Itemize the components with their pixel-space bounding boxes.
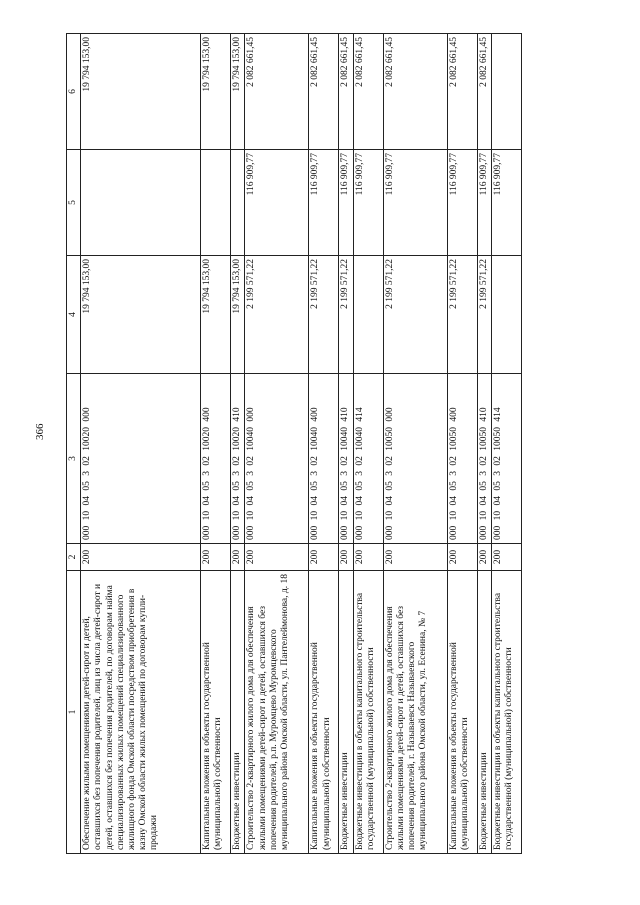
row-name: Бюджетные инвестиции (339, 571, 353, 854)
row-value-col6: 2 082 661,45 (447, 34, 477, 150)
row-budget-code: 000 10 04 05 3 02 10040 410 (339, 374, 353, 544)
row-budget-code: 000 10 04 05 3 02 10040 000 (245, 374, 309, 544)
table-row (201, 34, 231, 854)
row-value-col5: 116 909,77 (339, 150, 353, 256)
row-name: Строительство 2-квартирного жилого дома для обеспечения жилыми помещениями детей-сирот и детей, оставшихся без попечения родителей, г. Называевск Называевского муниципального района Омской области, ул. Есенина, № 7 (383, 571, 447, 854)
table-row (383, 34, 447, 854)
row-admin-code: 200 (353, 544, 383, 571)
row-value-col4: 2 199 571,22 (383, 256, 447, 374)
row-value-col4: 2 199 571,22 (477, 256, 491, 374)
table-row (477, 34, 491, 854)
row-value-col4: 19 794 153,00 (231, 256, 245, 374)
header-row (67, 34, 81, 854)
row-value-col6: 2 082 661,45 (309, 34, 339, 150)
row-budget-code: 000 10 04 05 3 02 10040 400 (309, 374, 339, 544)
row-value-col4: 2 199 571,22 (339, 256, 353, 374)
row-value-col5: 116 909,77 (245, 150, 309, 256)
row-name: Капитальные вложения в объекты государственной (муниципальной) собственности (201, 571, 231, 854)
row-value-col6: 2 082 661,45 (245, 34, 309, 150)
row-value-col5 (231, 150, 245, 256)
table-row (491, 34, 521, 854)
row-name: Обеспечение жилыми помещениями детей-сирот и детей, оставшихся без попечения родителей, лиц из числа детей-сирот и детей, оставшихся без попечения родителей, по договорам найма специализированных жилых помещений специализированного жилищного фонда Омской области посредством приобретения в казну Омской области жилых помещений по договорам купли-продажи (81, 571, 201, 854)
row-value-col4: 19 794 153,00 (81, 256, 201, 374)
row-value-col6: 2 082 661,45 (339, 34, 353, 150)
budget-table-sheet (66, 34, 612, 854)
row-name: Строительство 2-квартирного жилого дома для обеспечения жилыми помещениями детей-сирот и детей, оставшихся без попечения родителей, р.п. Муромцево Муромцевского муниципального района Омской области, ул. Пантелеймонова, д. 18 (245, 571, 309, 854)
row-budget-code: 000 10 04 05 3 02 10050 410 (477, 374, 491, 544)
row-name: Бюджетные инвестиции в объекты капитального строительства государственной (муниципальной) собственности (491, 571, 521, 854)
table-row (353, 34, 383, 854)
row-value-col4: 2 199 571,22 (447, 256, 477, 374)
row-admin-code: 200 (383, 544, 447, 571)
row-budget-code: 000 10 04 05 3 02 10050 000 (383, 374, 447, 544)
row-name: Бюджетные инвестиции в объекты капитального строительства государственной (муниципальной) собственности (353, 571, 383, 854)
row-budget-code: 000 10 04 05 3 02 10040 414 (353, 374, 383, 544)
row-admin-code: 200 (231, 544, 245, 571)
row-value-col5 (81, 150, 201, 256)
budget-table (66, 33, 522, 854)
row-value-col6: 2 082 661,45 (353, 34, 383, 150)
table-row (447, 34, 477, 854)
row-value-col6: 2 082 661,45 (383, 34, 447, 150)
row-name: Капитальные вложения в объекты государственной (муниципальной) собственности (309, 571, 339, 854)
row-admin-code: 200 (447, 544, 477, 571)
row-value-col5 (201, 150, 231, 256)
row-value-col6: 19 794 153,00 (81, 34, 201, 150)
row-budget-code: 000 10 04 05 3 02 10020 400 (201, 374, 231, 544)
header-col-5: 5 (67, 150, 81, 256)
header-col-4: 4 (67, 256, 81, 374)
row-value-col5: 116 909,77 (491, 150, 521, 256)
table-body (81, 34, 522, 854)
header-col-3: 3 (67, 374, 81, 544)
row-value-col5: 116 909,77 (477, 150, 491, 256)
row-value-col6 (491, 34, 521, 150)
row-value-col5: 116 909,77 (447, 150, 477, 256)
row-value-col4: 2 199 571,22 (309, 256, 339, 374)
row-value-col4: 2 199 571,22 (245, 256, 309, 374)
row-value-col5: 116 909,77 (383, 150, 447, 256)
row-value-col6: 19 794 153,00 (231, 34, 245, 150)
row-budget-code: 000 10 04 05 3 02 10020 410 (231, 374, 245, 544)
table-row (245, 34, 309, 854)
row-admin-code: 200 (245, 544, 309, 571)
table-row (339, 34, 353, 854)
row-admin-code: 200 (491, 544, 521, 571)
row-value-col5: 116 909,77 (309, 150, 339, 256)
row-value-col5: 116 909,77 (353, 150, 383, 256)
header-col-2: 2 (67, 544, 81, 571)
page-number: 366 (34, 423, 46, 440)
row-name: Бюджетные инвестиции (477, 571, 491, 854)
header-col-1: 1 (67, 571, 81, 854)
row-admin-code: 200 (201, 544, 231, 571)
row-value-col6: 2 082 661,45 (477, 34, 491, 150)
table-row (81, 34, 201, 854)
row-name: Капитальные вложения в объекты государственной (муниципальной) собственности (447, 571, 477, 854)
row-admin-code: 200 (81, 544, 201, 571)
row-budget-code: 000 10 04 05 3 02 10050 414 (491, 374, 521, 544)
row-admin-code: 200 (339, 544, 353, 571)
table-row (309, 34, 339, 854)
table-row (231, 34, 245, 854)
row-value-col4 (491, 256, 521, 374)
row-value-col4 (353, 256, 383, 374)
header-col-6: 6 (67, 34, 81, 150)
row-budget-code: 000 10 04 05 3 02 10020 000 (81, 374, 201, 544)
row-value-col6: 19 794 153,00 (201, 34, 231, 150)
row-admin-code: 200 (477, 544, 491, 571)
row-name: Бюджетные инвестиции (231, 571, 245, 854)
row-admin-code: 200 (309, 544, 339, 571)
row-value-col4: 19 794 153,00 (201, 256, 231, 374)
row-budget-code: 000 10 04 05 3 02 10050 400 (447, 374, 477, 544)
